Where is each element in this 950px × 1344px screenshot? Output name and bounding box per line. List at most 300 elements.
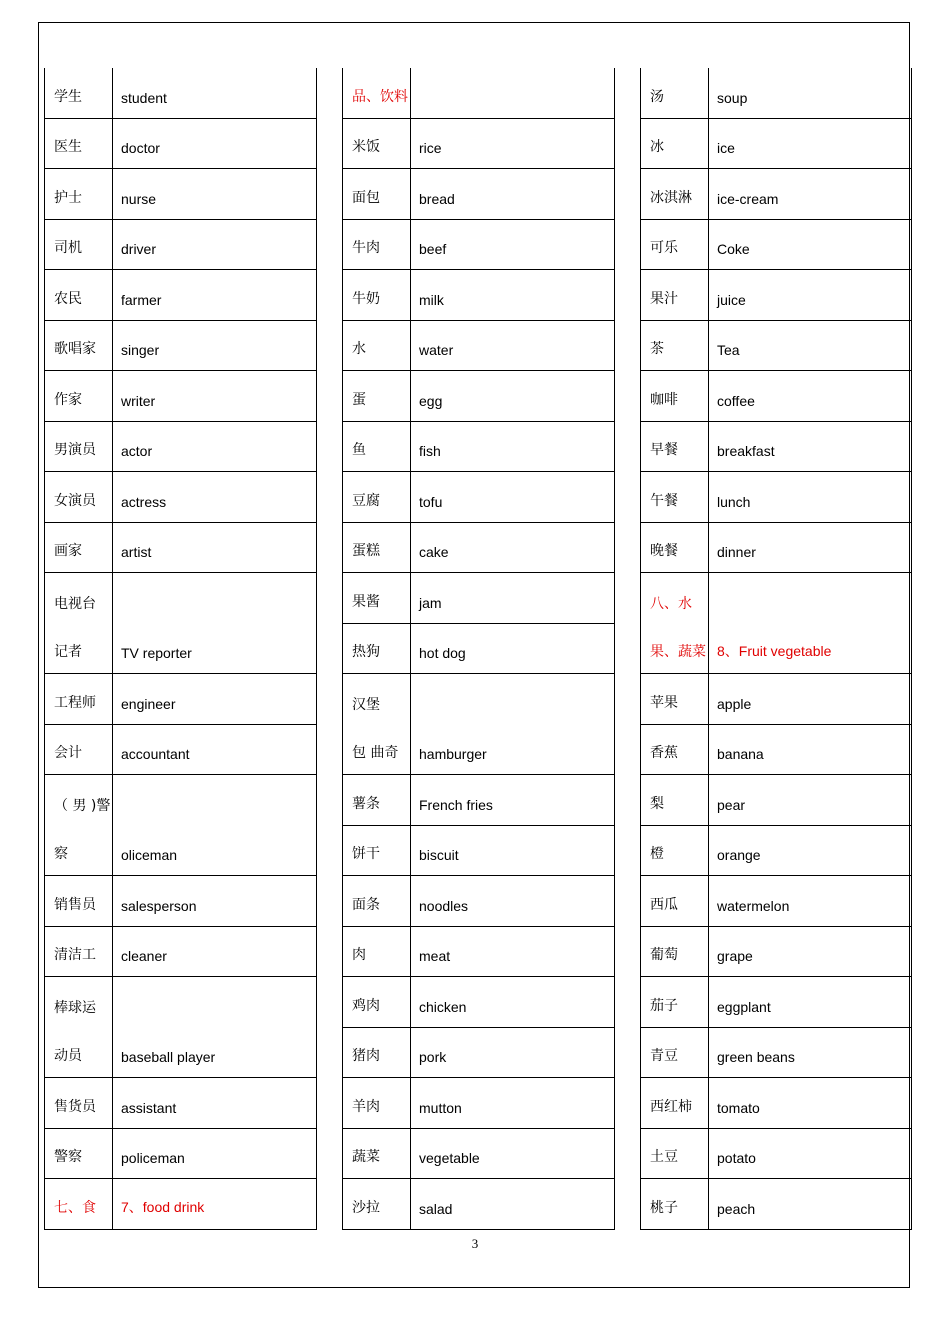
table-row: [641, 927, 911, 978]
table-row: [641, 523, 911, 574]
chinese-term: 沙拉: [352, 1199, 380, 1216]
table-row: [343, 119, 614, 170]
english-term: juice: [717, 291, 746, 308]
chinese-term-cell: [45, 1078, 113, 1128]
english-term-cell: [113, 270, 316, 320]
english-term: ice-cream: [717, 190, 779, 207]
table-row: [45, 977, 316, 1078]
table-row: [343, 1129, 614, 1180]
english-term-cell: [411, 220, 614, 270]
table-row: [641, 1028, 911, 1079]
english-term-cell: [113, 1129, 316, 1179]
english-term-cell: [709, 775, 911, 825]
chinese-term-cell: [45, 422, 113, 472]
chinese-term-cell: [343, 169, 411, 219]
chinese-term: 清洁工: [54, 947, 96, 963]
english-term-cell: [411, 119, 614, 169]
english-term: tofu: [419, 493, 443, 510]
chinese-term-cell: [45, 523, 113, 573]
chinese-term: 蔬菜: [352, 1149, 380, 1165]
english-term-cell: [113, 725, 316, 775]
table-row: [343, 674, 614, 775]
table-row: [641, 1179, 911, 1230]
chinese-term-cell: [641, 927, 709, 977]
chinese-term-cell: [641, 169, 709, 219]
english-term: farmer: [121, 291, 162, 308]
table-row: [343, 472, 614, 523]
table-row: [641, 220, 911, 271]
chinese-term: 午餐: [650, 492, 678, 509]
table-row: [45, 68, 316, 119]
english-term: student: [121, 89, 167, 106]
chinese-term: 米饭: [352, 139, 380, 155]
chinese-term-cell: [343, 119, 411, 169]
english-term: salad: [419, 1200, 453, 1217]
english-term: nurse: [121, 190, 157, 207]
english-term: accountant: [121, 746, 190, 762]
chinese-term-cell: [45, 775, 113, 875]
table-row: [45, 523, 316, 574]
table-row: [343, 775, 614, 826]
chinese-term-line: （ 男 )警: [54, 798, 111, 814]
english-term-cell: [709, 927, 911, 977]
english-term-cell: [709, 68, 911, 118]
chinese-term: 司机: [54, 240, 82, 256]
english-term: egg: [419, 392, 443, 409]
table-row: [343, 826, 614, 877]
chinese-term-cell: [343, 573, 411, 623]
chinese-term: 水: [352, 341, 366, 357]
table-row: [45, 119, 316, 170]
chinese-term: 牛奶: [352, 290, 380, 307]
chinese-term: 西瓜: [650, 896, 678, 913]
english-term-cell: [709, 977, 911, 1027]
english-term: assistant: [121, 1099, 177, 1116]
chinese-term-cell: [45, 927, 113, 977]
chinese-term: 青豆: [650, 1048, 678, 1064]
chinese-term: 冰: [650, 139, 664, 155]
english-term: potato: [717, 1150, 756, 1166]
english-term: coffee: [717, 392, 755, 409]
english-term: banana: [717, 746, 764, 762]
chinese-term: 豆腐: [352, 492, 380, 509]
chinese-term-cell: [343, 977, 411, 1027]
table-row: [343, 927, 614, 978]
english-term-cell: [411, 624, 614, 674]
english-term-cell: [411, 674, 614, 774]
english-term: apple: [717, 695, 752, 712]
table-row: [343, 1028, 614, 1079]
english-term: engineer: [121, 695, 176, 712]
table-row: [45, 321, 316, 372]
chinese-term-cell: [641, 573, 709, 673]
english-term-cell: [411, 1129, 614, 1179]
table-row: [641, 876, 911, 927]
english-term: actor: [121, 443, 153, 459]
chinese-term: 薯条: [352, 795, 380, 812]
english-term-cell: [113, 371, 316, 421]
table-row: [343, 1078, 614, 1129]
english-term-cell: [113, 220, 316, 270]
table-row: [641, 775, 911, 826]
chinese-term: 察: [54, 846, 68, 862]
english-term-cell: [411, 68, 614, 118]
chinese-term-cell: [641, 321, 709, 371]
english-term: French fries: [419, 796, 493, 813]
chinese-term-cell: [641, 1028, 709, 1078]
chinese-term: 鸡肉: [352, 997, 380, 1014]
english-term-cell: [113, 422, 316, 472]
table-row: [45, 270, 316, 321]
english-term: writer: [121, 392, 156, 409]
table-row: [45, 371, 316, 422]
english-term: grape: [717, 948, 753, 964]
chinese-term: 可乐: [650, 240, 678, 256]
chinese-term: 咖啡: [650, 391, 678, 408]
chinese-term-cell: [343, 927, 411, 977]
chinese-term: 工程师: [54, 694, 96, 711]
chinese-term: 品、饮料: [352, 88, 408, 105]
english-term-cell: [113, 472, 316, 522]
chinese-term-cell: [343, 523, 411, 573]
chinese-term: 果酱: [352, 593, 380, 610]
chinese-term: 桃子: [650, 1199, 678, 1216]
english-term-cell: [411, 523, 614, 573]
vocab-table-2: [342, 68, 615, 1230]
english-term: singer: [121, 342, 160, 358]
table-row: [641, 573, 911, 674]
english-term-cell: [709, 321, 911, 371]
english-term-cell: [709, 220, 911, 270]
english-term: Tea: [717, 342, 740, 358]
english-term-cell: [113, 977, 316, 1077]
chinese-term: 晚餐: [650, 543, 678, 559]
table-row: [343, 573, 614, 624]
english-term: noodles: [419, 897, 469, 914]
chinese-term-cell: [45, 472, 113, 522]
chinese-term: 果、蔬菜: [650, 644, 706, 660]
chinese-term-cell: [641, 422, 709, 472]
english-term: hamburger: [419, 746, 487, 762]
english-term: actress: [121, 493, 167, 510]
chinese-term-cell: [343, 1129, 411, 1179]
chinese-term: 男演员: [54, 442, 96, 458]
english-term: salesperson: [121, 897, 197, 914]
chinese-term-cell: [641, 725, 709, 775]
english-term: 8、Fruit vegetable: [717, 643, 832, 659]
english-term-cell: [113, 674, 316, 724]
chinese-term-line: 棒球运: [54, 1000, 96, 1016]
english-term: milk: [419, 291, 444, 308]
english-term: TV reporter: [121, 645, 192, 661]
english-term-cell: [113, 68, 316, 118]
chinese-term-cell: [641, 220, 709, 270]
english-term: water: [419, 342, 454, 358]
chinese-term-cell: [45, 220, 113, 270]
chinese-term-cell: [641, 826, 709, 876]
english-term-cell: [709, 674, 911, 724]
chinese-term: 牛肉: [352, 240, 380, 256]
chinese-term-cell: [641, 270, 709, 320]
table-row: [343, 977, 614, 1028]
chinese-term-cell: [343, 270, 411, 320]
chinese-term-cell: [343, 1179, 411, 1229]
chinese-term: 画家: [54, 543, 82, 559]
chinese-term-cell: [45, 674, 113, 724]
english-term-cell: [113, 927, 316, 977]
chinese-term-cell: [641, 68, 709, 118]
table-row: [641, 1078, 911, 1129]
table-row: [45, 725, 316, 776]
english-term: mutton: [419, 1099, 462, 1116]
english-term: beef: [419, 241, 447, 257]
english-term-cell: [709, 1179, 911, 1229]
chinese-term-line: 汉堡: [352, 697, 380, 713]
chinese-term-line: 电视台: [54, 596, 96, 612]
chinese-term: 葡萄: [650, 947, 678, 963]
table-row: [343, 270, 614, 321]
english-term: pear: [717, 796, 746, 813]
chinese-term: 西红柿: [650, 1098, 692, 1115]
english-term-cell: [709, 422, 911, 472]
chinese-term: 歌唱家: [54, 341, 96, 357]
vocab-table-3: [640, 68, 912, 1230]
chinese-term-cell: [343, 1028, 411, 1078]
english-term: cleaner: [121, 948, 167, 964]
english-term: peach: [717, 1200, 756, 1217]
english-term-cell: [709, 876, 911, 926]
english-term: ice: [717, 140, 735, 156]
english-term: artist: [121, 544, 152, 560]
english-term-cell: [411, 371, 614, 421]
chinese-term: 蛋: [352, 391, 366, 408]
chinese-term: 猪肉: [352, 1048, 380, 1064]
chinese-term: 包 曲奇: [352, 745, 399, 761]
english-term-cell: [113, 321, 316, 371]
table-row: [641, 977, 911, 1028]
english-term-cell: [709, 1129, 911, 1179]
chinese-term: 医生: [54, 139, 82, 155]
chinese-term-cell: [45, 169, 113, 219]
english-term: Coke: [717, 241, 750, 257]
chinese-term-cell: [641, 371, 709, 421]
chinese-term-cell: [641, 119, 709, 169]
english-term-cell: [411, 1179, 614, 1229]
chinese-term-cell: [45, 725, 113, 775]
chinese-term-cell: [343, 674, 411, 774]
chinese-term-cell: [343, 422, 411, 472]
table-row: [343, 321, 614, 372]
table-row: [343, 169, 614, 220]
table-row: [45, 422, 316, 473]
chinese-term-cell: [343, 220, 411, 270]
chinese-term: 苹果: [650, 694, 678, 711]
chinese-term: 动员: [54, 1048, 82, 1064]
chinese-term-cell: [45, 270, 113, 320]
table-row: [45, 472, 316, 523]
chinese-term-cell: [641, 1179, 709, 1229]
chinese-term: 汤: [650, 88, 664, 105]
table-row: [641, 169, 911, 220]
english-term: tomato: [717, 1099, 760, 1116]
table-row: [45, 220, 316, 271]
chinese-term: 梨: [650, 795, 664, 812]
english-term-cell: [113, 573, 316, 673]
english-term: orange: [717, 847, 761, 863]
chinese-term: 果汁: [650, 290, 678, 307]
english-term-cell: [709, 1028, 911, 1078]
table-row: [343, 523, 614, 574]
chinese-term-cell: [45, 371, 113, 421]
chinese-term: 土豆: [650, 1149, 678, 1165]
chinese-term: 面条: [352, 896, 380, 913]
chinese-term: 女演员: [54, 492, 96, 509]
english-term: breakfast: [717, 443, 775, 459]
chinese-term-cell: [641, 1078, 709, 1128]
chinese-term-cell: [45, 321, 113, 371]
english-term: policeman: [121, 1150, 185, 1166]
chinese-term: 七、食: [54, 1199, 96, 1216]
table-row: [641, 1129, 911, 1180]
english-term: eggplant: [717, 998, 771, 1015]
english-term-cell: [411, 472, 614, 522]
chinese-term-cell: [343, 624, 411, 674]
chinese-term-cell: [343, 826, 411, 876]
chinese-term-cell: [343, 68, 411, 118]
english-term: baseball player: [121, 1049, 216, 1065]
chinese-term-cell: [45, 977, 113, 1077]
english-term-cell: [709, 523, 911, 573]
table-row: [641, 422, 911, 473]
table-row: [641, 826, 911, 877]
chinese-term: 饼干: [352, 846, 380, 862]
english-term-cell: [113, 169, 316, 219]
table-row: [45, 169, 316, 220]
english-term: soup: [717, 89, 748, 106]
chinese-term: 鱼: [352, 442, 366, 458]
chinese-term: 记者: [54, 644, 82, 660]
english-term-cell: [709, 1078, 911, 1128]
english-term-cell: [411, 1078, 614, 1128]
english-term-cell: [113, 876, 316, 926]
english-term-cell: [411, 927, 614, 977]
english-term-cell: [709, 119, 911, 169]
table-row: [45, 927, 316, 978]
chinese-term-cell: [641, 876, 709, 926]
english-term-cell: [709, 371, 911, 421]
english-term: lunch: [717, 493, 751, 510]
english-term-cell: [411, 321, 614, 371]
table-row: [641, 270, 911, 321]
english-term: hot dog: [419, 645, 466, 661]
chinese-term: 橙: [650, 846, 664, 862]
table-row: [45, 775, 316, 876]
chinese-term: 香蕉: [650, 745, 678, 761]
table-row: [343, 422, 614, 473]
chinese-term-cell: [641, 977, 709, 1027]
page-number: 3: [471, 1236, 479, 1251]
english-term: doctor: [121, 140, 160, 156]
table-row: [641, 371, 911, 422]
english-term-cell: [709, 725, 911, 775]
chinese-term-cell: [45, 1129, 113, 1179]
chinese-term: 护士: [54, 189, 82, 206]
english-term-cell: [411, 270, 614, 320]
table-row: [641, 119, 911, 170]
chinese-term-cell: [45, 68, 113, 118]
english-term-cell: [113, 1179, 316, 1229]
english-term: oliceman: [121, 847, 178, 863]
table-row: [45, 1179, 316, 1230]
english-term-cell: [411, 876, 614, 926]
english-term-cell: [709, 573, 911, 673]
table-row: [45, 1129, 316, 1180]
table-row: [343, 624, 614, 675]
chinese-term-line: 八、水: [650, 596, 692, 612]
english-term: pork: [419, 1049, 447, 1065]
chinese-term-cell: [45, 119, 113, 169]
chinese-term: 羊肉: [352, 1098, 380, 1115]
english-term: fish: [419, 443, 441, 459]
chinese-term-cell: [641, 1129, 709, 1179]
chinese-term: 学生: [54, 88, 82, 105]
table-row: [641, 725, 911, 776]
english-term-cell: [709, 270, 911, 320]
english-term: dinner: [717, 544, 756, 560]
english-term-cell: [709, 169, 911, 219]
table-row: [641, 321, 911, 372]
chinese-term: 肉: [352, 947, 366, 963]
table-row: [45, 1078, 316, 1129]
english-term-cell: [113, 119, 316, 169]
english-term-cell: [113, 1078, 316, 1128]
chinese-term: 销售员: [54, 896, 96, 913]
chinese-term-cell: [45, 573, 113, 673]
chinese-term-cell: [343, 775, 411, 825]
chinese-term: 冰淇淋: [650, 189, 692, 206]
chinese-term: 热狗: [352, 644, 380, 660]
english-term: vegetable: [419, 1150, 480, 1166]
chinese-term: 售货员: [54, 1098, 96, 1115]
chinese-term-cell: [641, 472, 709, 522]
table-row: [641, 472, 911, 523]
english-term: rice: [419, 140, 442, 156]
chinese-term-cell: [343, 472, 411, 522]
table-row: [343, 220, 614, 271]
chinese-term: 会计: [54, 745, 82, 761]
english-term: bread: [419, 190, 455, 207]
english-term: biscuit: [419, 847, 459, 863]
chinese-term: 茄子: [650, 997, 678, 1014]
english-term: driver: [121, 241, 157, 257]
table-row: [343, 68, 614, 119]
chinese-term-cell: [45, 1179, 113, 1229]
table-row: [641, 674, 911, 725]
chinese-term-cell: [343, 321, 411, 371]
table-row: [641, 68, 911, 119]
english-term-cell: [113, 775, 316, 875]
english-term: green beans: [717, 1049, 795, 1065]
english-term: jam: [419, 594, 442, 611]
english-term: chicken: [419, 998, 467, 1015]
chinese-term-cell: [45, 876, 113, 926]
english-term: cake: [419, 544, 449, 560]
table-row: [45, 573, 316, 674]
chinese-term-cell: [343, 1078, 411, 1128]
vocab-table-1: [44, 68, 317, 1230]
chinese-term: 茶: [650, 341, 664, 357]
english-term-cell: [411, 826, 614, 876]
